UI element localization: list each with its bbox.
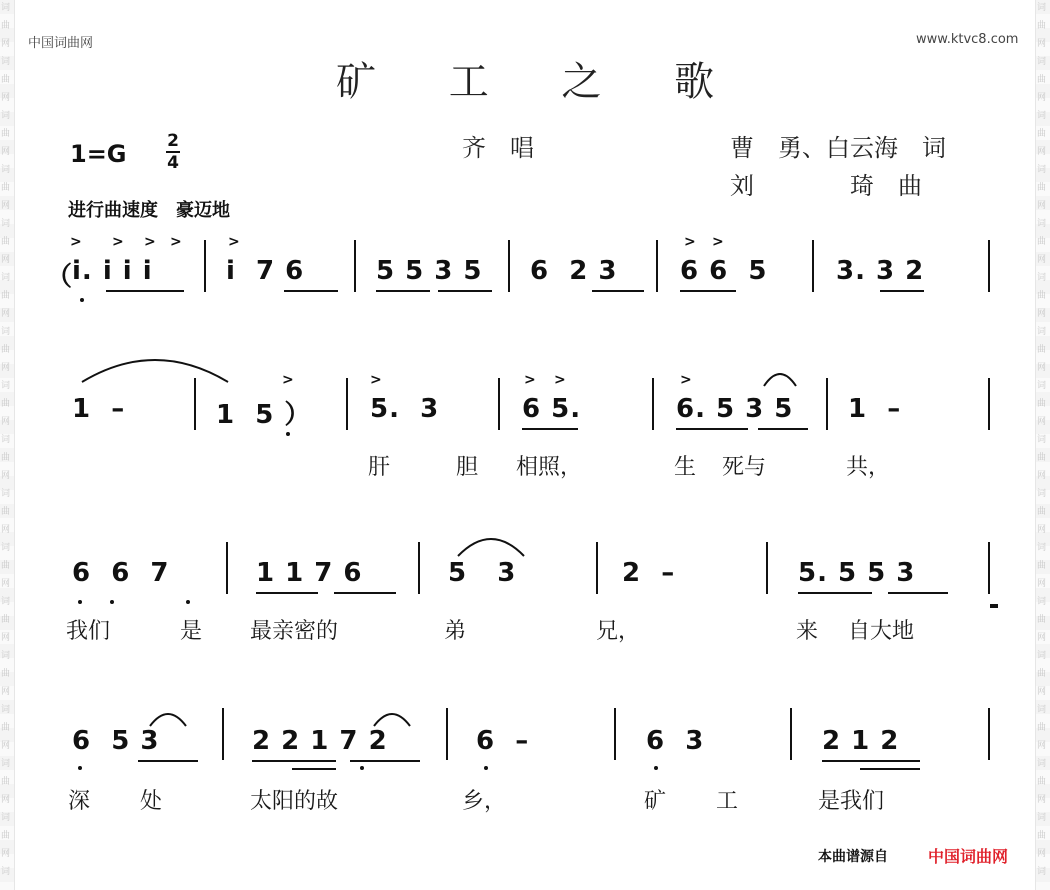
watermark-glyph: 曲: [1037, 669, 1047, 679]
lyric-word: 太阳的故: [250, 789, 339, 814]
barline: [222, 708, 224, 760]
watermark-glyph: 词: [1037, 705, 1047, 715]
beam-underline: [256, 592, 318, 594]
accent-mark: >: [712, 234, 724, 250]
slur-tie: [372, 708, 412, 728]
watermark-glyph: 网: [1037, 525, 1047, 535]
watermark-glyph: 词: [1, 57, 11, 67]
watermark-glyph: 网: [1, 471, 11, 481]
measure-2-6: 1 –: [848, 394, 902, 424]
beam-underline: [376, 290, 430, 292]
slur-tie: [762, 368, 798, 388]
watermark-glyph: 词: [1, 813, 11, 823]
low-octave-dot: [360, 766, 364, 770]
right-watermark-strip: [1035, 0, 1050, 890]
source-brand-link[interactable]: 中国词曲网: [928, 847, 1009, 866]
beam-underline: [334, 592, 396, 594]
watermark-glyph: 网: [1, 201, 11, 211]
beam-underline: [592, 290, 644, 292]
watermark-glyph: 网: [1, 39, 11, 49]
watermark-glyph: 词: [1, 327, 11, 337]
slur-tie: [456, 532, 526, 558]
watermark-glyph: 词: [1, 759, 11, 769]
performance-style: 齐 唱: [462, 134, 534, 162]
accent-mark: >: [144, 234, 156, 250]
watermark-glyph: 曲: [1037, 831, 1047, 841]
barline: [596, 542, 598, 594]
low-octave-dot: [78, 600, 82, 604]
beam-underline: [798, 592, 872, 594]
barline: [812, 240, 814, 292]
measure-4-2: 2 2 1 7 2: [252, 726, 388, 756]
watermark-glyph: 词: [1037, 3, 1047, 13]
lyric-word: 乡，: [462, 789, 507, 814]
watermark-glyph: 网: [1037, 147, 1047, 157]
watermark-glyph: 词: [1, 435, 11, 445]
slur-tie: [80, 352, 230, 386]
song-title: 矿 工 之 歌: [336, 59, 745, 105]
watermark-glyph: 词: [1037, 111, 1047, 121]
accent-mark: >: [228, 234, 240, 250]
measure-2-5: 6. 5 3 5: [676, 394, 794, 424]
measure-2-3: 5. 3: [370, 394, 440, 424]
measure-3-1: 6 6 7: [72, 558, 170, 588]
watermark-glyph: 词: [1037, 57, 1047, 67]
measure-1-6: 3. 3 2: [836, 256, 925, 286]
watermark-glyph: 词: [1, 111, 11, 121]
lyric-word: 兄，: [596, 619, 641, 644]
barline: [614, 708, 616, 760]
time-signature: [166, 132, 180, 172]
barline: [988, 240, 990, 292]
watermark-glyph: 网: [1, 147, 11, 157]
lyric-word: 相照，: [516, 455, 583, 480]
barline: [988, 542, 990, 594]
accent-mark: >: [112, 234, 124, 250]
key-signature: 1=G: [70, 140, 127, 168]
watermark-glyph: 曲: [1037, 453, 1047, 463]
barline: [508, 240, 510, 292]
lyric-word: 矿: [644, 789, 667, 814]
measure-1-4: 6 2 3: [530, 256, 618, 286]
beam-underline: [888, 592, 948, 594]
lyricist-credit: 曹 勇、白云海 词: [730, 134, 946, 162]
barline: [656, 240, 658, 292]
watermark-glyph: 网: [1, 795, 11, 805]
slur-tie: [148, 708, 188, 728]
watermark-glyph: 词: [1, 219, 11, 229]
accent-mark: >: [282, 372, 294, 388]
lyric-word: 来: [796, 619, 819, 644]
barline: [204, 240, 206, 292]
measure-3-2: 1 1 7 6: [256, 558, 363, 588]
watermark-glyph: 曲: [1037, 21, 1047, 31]
barline: [766, 542, 768, 594]
lyric-word: 是我们: [818, 789, 885, 814]
watermark-glyph: 词: [1037, 489, 1047, 499]
barline: [418, 542, 420, 594]
watermark-glyph: 曲: [1037, 291, 1047, 301]
watermark-glyph: 网: [1, 525, 11, 535]
lyric-word: 深: [68, 789, 91, 814]
measure-2-2: 1 5 ）: [216, 400, 312, 430]
barline: [652, 378, 654, 430]
watermark-glyph: 曲: [1037, 615, 1047, 625]
watermark-glyph: 词: [1037, 597, 1047, 607]
watermark-glyph: 曲: [1, 183, 11, 193]
measure-2-4: 6 5.: [522, 394, 582, 424]
watermark-glyph: 网: [1, 579, 11, 589]
accent-mark: >: [554, 372, 566, 388]
low-octave-dot: [110, 600, 114, 604]
composer-credit: 刘 琦 曲: [730, 172, 922, 200]
beam-underline: [522, 428, 578, 430]
lyric-word: 我们: [66, 619, 111, 644]
lyric-word: 肝: [368, 455, 391, 480]
watermark-glyph: 词: [1, 543, 11, 553]
beam-underline: [284, 290, 338, 292]
measure-4-5: 2 1 2: [822, 726, 900, 756]
watermark-glyph: 词: [1037, 381, 1047, 391]
watermark-glyph: 词: [1037, 327, 1047, 337]
accent-mark: >: [70, 234, 82, 250]
barline: [988, 378, 990, 430]
lyric-word: 共，: [846, 455, 891, 480]
measure-4-4: 6 3: [646, 726, 705, 756]
watermark-glyph: 网: [1037, 795, 1047, 805]
watermark-glyph: 网: [1037, 93, 1047, 103]
watermark-glyph: 网: [1, 741, 11, 751]
watermark-glyph: 曲: [1037, 129, 1047, 139]
barline: [498, 378, 500, 430]
watermark-glyph: 网: [1, 417, 11, 427]
watermark-glyph: 网: [1037, 579, 1047, 589]
watermark-glyph: 曲: [1037, 75, 1047, 85]
watermark-glyph: 词: [1, 651, 11, 661]
watermark-glyph: 词: [1, 867, 11, 877]
watermark-glyph: 曲: [1037, 507, 1047, 517]
lyric-word: 工: [716, 789, 739, 814]
watermark-glyph: 曲: [1, 615, 11, 625]
watermark-glyph: 曲: [1, 723, 11, 733]
watermark-glyph: 网: [1037, 201, 1047, 211]
watermark-glyph: 词: [1, 165, 11, 175]
barline: [226, 542, 228, 594]
barline: [446, 708, 448, 760]
watermark-glyph: 词: [1, 3, 11, 13]
watermark-glyph: 网: [1, 633, 11, 643]
beam-underline: [758, 428, 808, 430]
lyric-word: 生: [674, 455, 697, 480]
source-label: 本曲谱源自: [818, 849, 888, 865]
site-url-right: www.ktvc8.com: [916, 32, 1019, 47]
watermark-glyph: 曲: [1, 399, 11, 409]
watermark-glyph: 曲: [1037, 183, 1047, 193]
open-paren: （: [46, 262, 74, 292]
beam-underline-double: [292, 768, 336, 770]
measure-4-1: 6 5 3: [72, 726, 160, 756]
watermark-glyph: 词: [1037, 759, 1047, 769]
watermark-glyph: 曲: [1, 561, 11, 571]
beam-underline-double: [860, 768, 920, 770]
watermark-glyph: 词: [1037, 219, 1047, 229]
left-watermark-strip: [0, 0, 15, 890]
watermark-glyph: 曲: [1037, 561, 1047, 571]
low-octave-dot: [78, 766, 82, 770]
lyric-word: 自大地: [848, 619, 915, 644]
watermark-glyph: 网: [1037, 741, 1047, 751]
accent-mark: >: [524, 372, 536, 388]
accent-mark: >: [370, 372, 382, 388]
watermark-glyph: 曲: [1, 669, 11, 679]
measure-4-3: 6 –: [476, 726, 530, 756]
watermark-glyph: 词: [1, 489, 11, 499]
watermark-glyph: 曲: [1, 777, 11, 787]
measure-1-1: i. i i i: [72, 256, 153, 286]
beam-underline: [350, 760, 420, 762]
watermark-glyph: 曲: [1, 507, 11, 517]
watermark-glyph: 网: [1, 687, 11, 697]
continuation-mark: [990, 604, 998, 608]
accent-mark: >: [684, 234, 696, 250]
watermark-glyph: 曲: [1, 21, 11, 31]
watermark-glyph: 词: [1037, 543, 1047, 553]
watermark-glyph: 曲: [1037, 345, 1047, 355]
measure-3-4: 2 –: [622, 558, 676, 588]
watermark-glyph: 网: [1037, 471, 1047, 481]
lyric-word: 死与: [722, 455, 767, 480]
barline: [790, 708, 792, 760]
measure-3-3: 5 3: [448, 558, 517, 588]
watermark-glyph: 网: [1037, 633, 1047, 643]
watermark-glyph: 网: [1, 255, 11, 265]
watermark-glyph: 词: [1037, 273, 1047, 283]
lyric-word: 是: [180, 619, 203, 644]
watermark-glyph: 词: [1, 597, 11, 607]
watermark-glyph: 曲: [1, 237, 11, 247]
measure-1-5: 6 6 5: [680, 256, 768, 286]
watermark-glyph: 曲: [1, 291, 11, 301]
watermark-glyph: 词: [1037, 165, 1047, 175]
beam-underline: [106, 290, 184, 292]
watermark-glyph: 词: [1037, 651, 1047, 661]
lyric-word: 胆: [456, 455, 479, 480]
lyric-word: 最亲密的: [250, 619, 339, 644]
watermark-glyph: 词: [1037, 867, 1047, 877]
beam-underline: [138, 760, 198, 762]
measure-1-3: 5 5 3 5: [376, 256, 483, 286]
watermark-glyph: 网: [1, 363, 11, 373]
watermark-glyph: 词: [1, 705, 11, 715]
beam-underline: [438, 290, 492, 292]
low-octave-dot: [654, 766, 658, 770]
beam-underline: [676, 428, 748, 430]
barline: [194, 378, 196, 430]
watermark-glyph: 网: [1037, 39, 1047, 49]
watermark-glyph: 网: [1, 93, 11, 103]
watermark-glyph: 曲: [1, 129, 11, 139]
watermark-glyph: 网: [1037, 687, 1047, 697]
measure-3-5: 5. 5 5 3: [798, 558, 916, 588]
watermark-glyph: 曲: [1, 831, 11, 841]
watermark-glyph: 网: [1037, 255, 1047, 265]
beam-underline: [252, 760, 336, 762]
watermark-glyph: 网: [1037, 417, 1047, 427]
watermark-glyph: 网: [1037, 363, 1047, 373]
low-octave-dot: [286, 432, 290, 436]
watermark-glyph: 网: [1, 849, 11, 859]
time-numerator: 2: [167, 131, 179, 151]
low-octave-dot: [80, 298, 84, 302]
time-denominator: 4: [167, 153, 179, 173]
barline: [826, 378, 828, 430]
barline: [988, 708, 990, 760]
watermark-glyph: 网: [1, 309, 11, 319]
measure-1-2: i 7 6: [226, 256, 305, 286]
lyric-word: 弟: [444, 619, 467, 644]
low-octave-dot: [186, 600, 190, 604]
lyric-word: 处: [140, 789, 163, 814]
watermark-glyph: 网: [1037, 309, 1047, 319]
watermark-glyph: 曲: [1, 345, 11, 355]
watermark-glyph: 曲: [1037, 399, 1047, 409]
watermark-glyph: 曲: [1037, 777, 1047, 787]
watermark-glyph: 词: [1037, 435, 1047, 445]
watermark-glyph: 曲: [1, 75, 11, 85]
watermark-glyph: 曲: [1, 453, 11, 463]
accent-mark: >: [680, 372, 692, 388]
watermark-glyph: 词: [1, 381, 11, 391]
site-name-left: 中国词曲网: [28, 36, 94, 51]
low-octave-dot: [484, 766, 488, 770]
measure-2-1: 1 –: [72, 394, 126, 424]
barline: [354, 240, 356, 292]
barline: [346, 378, 348, 430]
beam-underline: [822, 760, 920, 762]
tempo-marking: 进行曲速度 豪迈地: [68, 200, 230, 221]
watermark-glyph: 词: [1037, 813, 1047, 823]
beam-underline: [880, 290, 924, 292]
watermark-glyph: 网: [1037, 849, 1047, 859]
watermark-glyph: 词: [1, 273, 11, 283]
accent-mark: >: [170, 234, 182, 250]
watermark-glyph: 曲: [1037, 723, 1047, 733]
watermark-glyph: 曲: [1037, 237, 1047, 247]
beam-underline: [680, 290, 736, 292]
